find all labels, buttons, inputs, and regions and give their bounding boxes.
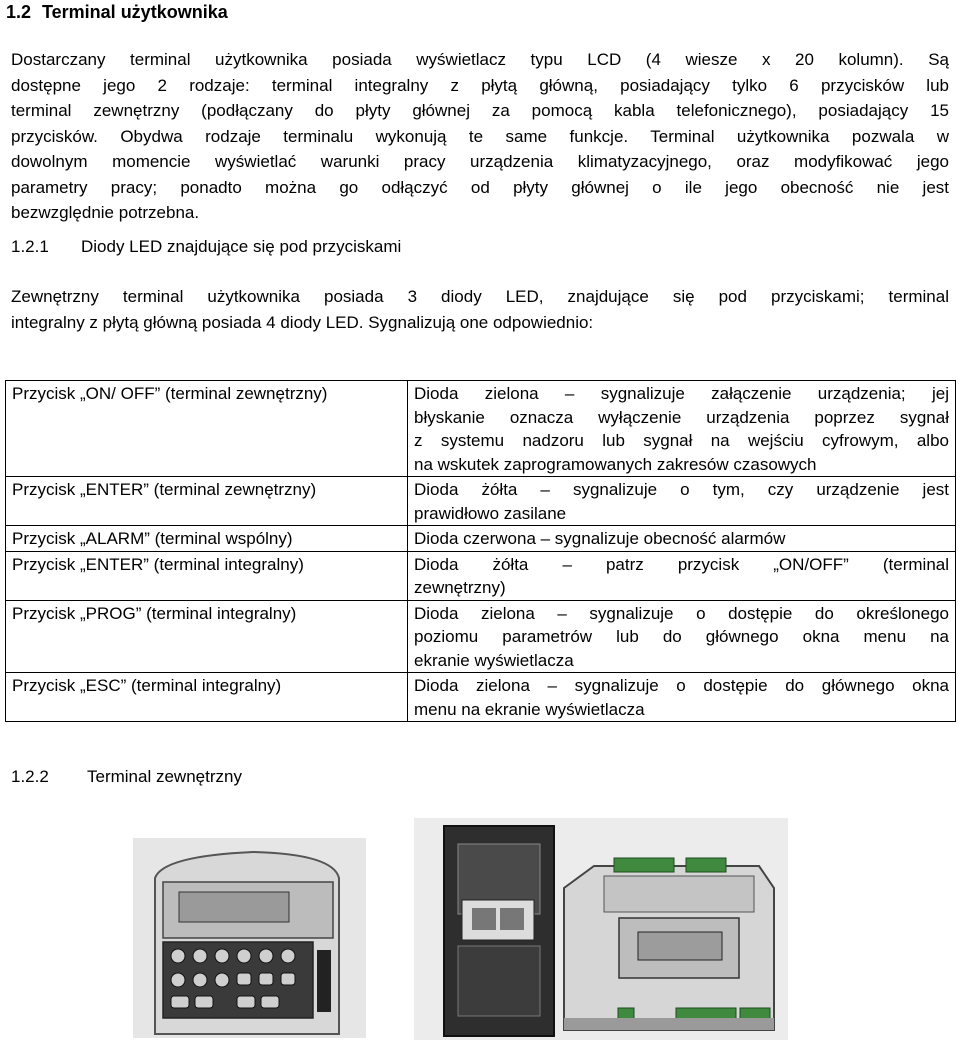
intro-line: dowolnym momencie wyświetlać warunki pracy urządzenia klimatyzacyjnego, oraz modyfikować jego [11,152,949,171]
subsection-heading-external-terminal [11,767,242,787]
leds-line: Zewnętrzny terminal użytkownika posiada 3 diody LED, znajdujące się pod przyciskami; terminal [11,287,949,306]
external-terminal-photo [133,838,366,1038]
table-row [6,526,956,552]
intro-paragraph [11,47,949,226]
controller-board-illustration [414,818,788,1040]
table-row [6,600,956,673]
description-line: Dioda żółta – patrz przycisk „ON/OFF” (terminal [414,554,949,574]
button-cell: Przycisk „ENTER” (terminal zewnętrzny) [6,477,408,526]
led-table [5,380,956,722]
description-cell [408,673,956,722]
button-cell: Przycisk „ESC” (terminal integralny) [6,673,408,722]
description-line: menu na ekranie wyświetlacza [414,699,645,719]
leds-line: integralny z płytą główną posiada 4 diody LED. Sygnalizują one odpowiednio: [11,312,594,332]
description-cell [408,477,956,526]
subsection-heading-leds [11,237,401,257]
section-number: 1.2 [6,2,32,22]
description-line: Dioda zielona – sygnalizuje o dostępie do głównego okna [414,676,949,695]
subsection-title: Diody LED znajdujące się pod przyciskami [81,237,402,256]
intro-line: terminal zewnętrzny (podłączany do płyty głównej za pomocą kabla telefonicznego), posiadający 15 [11,101,949,120]
description-cell [408,526,956,552]
table-row [6,381,956,477]
description-line: Dioda żółta – sygnalizuje o tym, czy urządzenie jest [414,480,949,499]
description-cell [408,600,956,673]
description-cell [408,551,956,600]
intro-line: parametry pracy; ponadto można go odłączyć od płyty głównej o ile jego obecność nie jest [11,177,949,197]
intro-line: przycisków. Obydwa rodzaje terminalu wykonują te same funkcje. Terminal użytkownika pozwala w [11,126,949,146]
leds-paragraph [11,284,949,335]
description-cell [408,381,956,477]
description-line: ekranie wyświetlacza [414,650,574,670]
description-line: błyskanie oznacza wyłączenie urządzenia poprzez sygnał [414,407,949,427]
intro-line: bezwzględnie potrzebna. [11,203,200,222]
table-row [6,673,956,722]
controller-board-photo [414,818,788,1040]
description-line: z systemu nadzoru lub sygnał na wejściu cyfrowym, albo [414,431,949,450]
subsection-title: Terminal zewnętrzny [87,767,242,786]
button-cell: Przycisk „PROG” (terminal integralny) [6,600,408,673]
description-line: poziomu parametrów lub do głównego okna menu na [414,627,949,646]
table-row [6,551,956,600]
intro-line: dostępne jego 2 rodzaje: terminal integralny z płytą główną, posiadający tylko 6 przycisków lub [11,75,949,95]
section-title: Terminal użytkownika [42,2,228,22]
table-row [6,477,956,526]
description-line: Dioda zielona – sygnalizuje załączenie urządzenia; jej [414,384,949,403]
section-heading [6,2,228,23]
description-line: na wskutek zaprogramowanych zakresów czasowych [414,454,817,474]
button-cell: Przycisk „ENTER” (terminal integralny) [6,551,408,600]
button-cell: Przycisk „ON/ OFF” (terminal zewnętrzny) [6,381,408,477]
description-line: Dioda zielona – sygnalizuje o dostępie do określonego [414,603,949,623]
subsection-number: 1.2.1 [11,237,49,256]
intro-line: Dostarczany terminal użytkownika posiada wyświetlacz typu LCD (4 wiesze x 20 kolumn). Są [11,50,949,69]
description-line: zewnętrzny) [414,578,506,597]
external-terminal-illustration [133,838,366,1038]
description-line: Dioda czerwona – sygnalizuje obecność alarmów [414,529,786,548]
description-line: prawidłowo zasilane [414,503,567,523]
subsection-number: 1.2.2 [11,767,49,786]
button-cell: Przycisk „ALARM” (terminal wspólny) [6,526,408,552]
